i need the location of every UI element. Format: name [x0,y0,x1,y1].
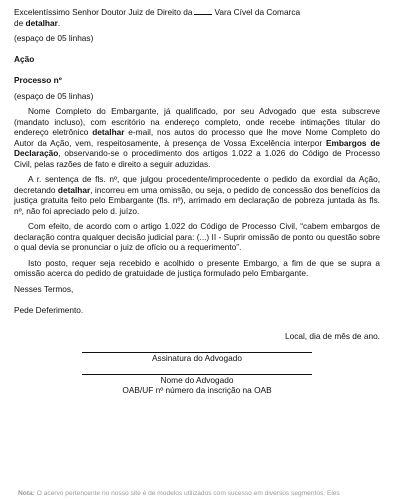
closing-terms: Nesses Termos, [14,283,74,294]
note-text: O acervo pertencente no nosso site é de modelos utilizados com sucesso em diversos segmentos. Eles [36,490,340,497]
document-body [14,6,380,396]
p1-text-a: Nome Completo do Embargante, já qualificado, por seu Advogado que esta subscreve (mandato incluso), com escritório na endereço completo, onde recebe intimações titular do endereço eletrônico [14,106,380,137]
header-line-a: Excelentíssimo Senhor Doutor Juiz de Direito da [14,7,193,17]
lawyer-name: Nome do Advogado [160,374,234,385]
paragraph-legal-basis [14,221,380,253]
header-line-c-post: . [57,17,61,28]
p1-detail: detalhar [92,127,125,137]
p1-text-c: e-mail, nos autos do processo que lhe move Nome Completo do Autor da Ação, vem, respeitosamente, à presença de Vossa Excelência interpor [14,127,380,148]
spacing-note-2: (espaço de 05 linhas) [14,90,94,101]
place-date: Local, dia de mês de ano. [284,330,380,341]
p3-text: Com efeito, de acordo com o artigo 1.022 do Código de Processo Civil, “cabem embargos de declaração contra qualquer decisão judicial para: (...) II - Suprir omissão de ponto ou questão sobre o qual devia se pronunciar o juiz de ofício ou a requerimento”. [14,221,380,252]
p2-text-c: , incorreu em uma omissão, ou seja, o pedido de concessão dos benefícios da justiça gratuita feito pelo Embargante (fls. nº), arrimado em declaração de pobreza juntada às fls. nº, não foi apreciado pelo d. juízo. [14,184,380,216]
signature-label: Assinatura do Advogado [152,352,242,363]
p1-text-e: , observando-se o procedimento dos artigos 1.022 a 1.026 do Código de Processo Civil, pelas razões de fato e direito a seguir aduzidas. [14,148,380,169]
paragraph-intro [14,106,380,169]
addressee-header [14,6,380,28]
p1-embargos-title: Embargos de Declaração [14,137,380,158]
p2-text-a: A r. sentença de fls. nº, que julgou procedente/improcedente o pedido da exordial da Ação, decretando [14,174,380,195]
header-line-c-pre: de [14,17,26,28]
closing-request: Pede Deferimento. [14,304,84,315]
note-label: Nota: [18,490,35,497]
p4-text: Isto posto, requer seja recebido e acolhido o presente Embargo, a fim de que se supra a omissão acerca do pedido de gratuidade de justiça formulado pelo Embargante. [14,257,380,278]
header-line-b: Vara Cível da Comarca [214,7,301,17]
p2-detail: detalhar [57,184,91,195]
spacing-note-1: (espaço de 05 linhas) [14,33,94,43]
action-heading: Ação [14,54,35,64]
footer-note [18,490,398,497]
blank-field [194,6,212,15]
lawyer-oab: OAB/UF nº número da inscrição na OAB [122,385,272,395]
header-detail: detalhar [25,17,58,28]
paragraph-omission [14,174,380,216]
process-heading: Processo nº [14,75,62,85]
paragraph-request [14,258,380,279]
